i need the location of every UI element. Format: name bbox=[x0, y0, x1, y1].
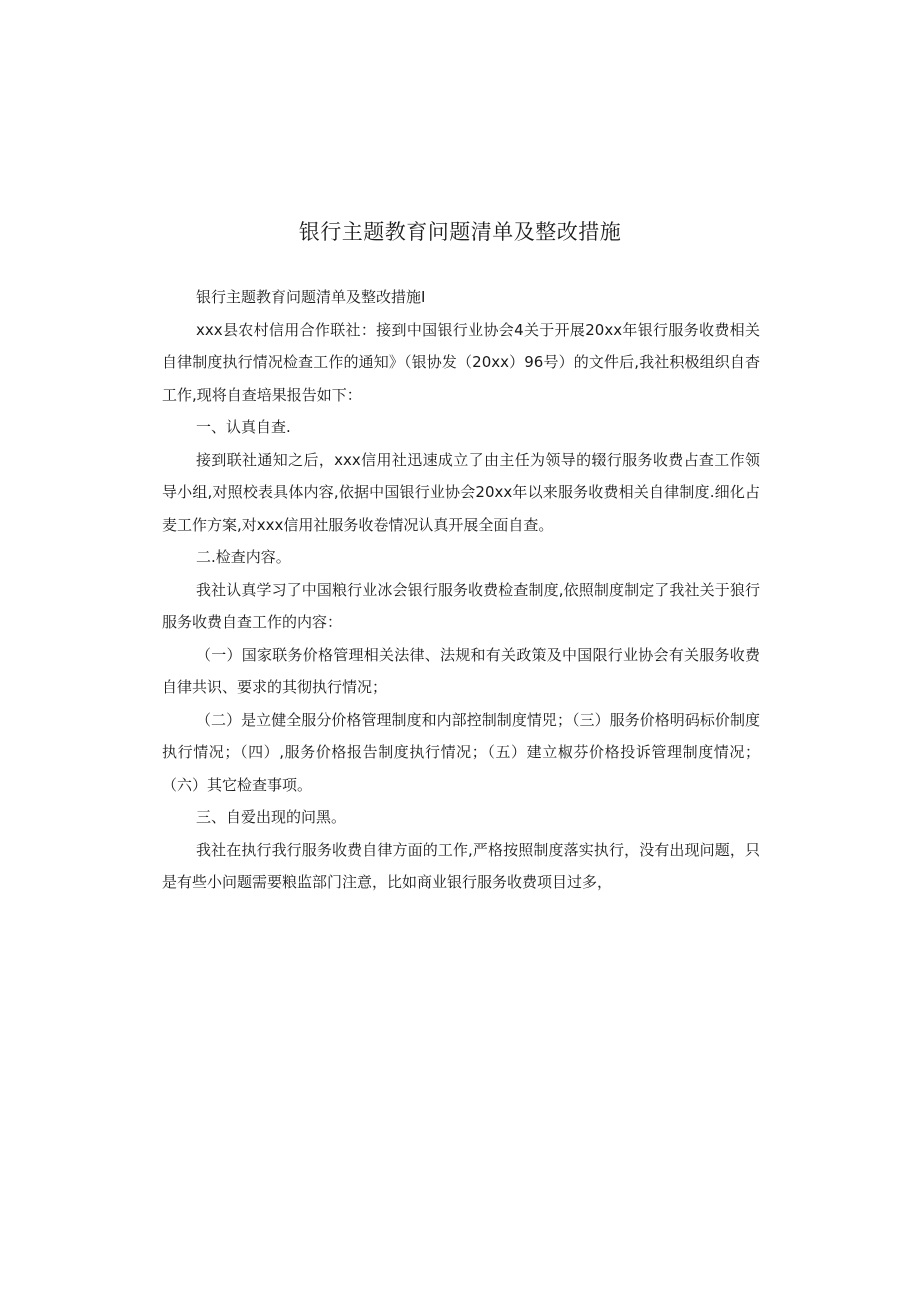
paragraph-intro: xxx县农村信用合作联社：接到中国银行业协会4关于开展20xx年银行服务收费相关自律制度执行情况检查工作的通知》（银协发（20xx）96号）的文件后,我社积极组织自杳工作,现将自查培果报告如下： bbox=[162, 320, 760, 404]
paragraph-item-2-6: （二）是立健全服分价格管理制度和内部控制制度情兕；（三）服务价格明码标价制度执行情况；（四）,服务价格报告制度执行情况；（五）建立椒芬价格投诉管理制度情况；（六）其它检查事项。 bbox=[162, 710, 760, 794]
section-heading-check-content: 二.检查内容。 bbox=[196, 548, 291, 566]
section-heading-problems: 三、自爱出现的问黑。 bbox=[196, 808, 347, 826]
document-body bbox=[162, 281, 760, 899]
paragraph-item-1: （一）国家联务价格管理相关法律、法规和有关政策及中国限行业协会有关服务收费自律共识、要求的其彻执行情况； bbox=[162, 645, 760, 696]
document-title: 银行主题教育问题清单及整改措施 bbox=[298, 220, 622, 244]
paragraph-problems: 我社在执行我行服务收费自律方面的工作,严格按照制度落实执行，没有出现问题，只是有些小问题需要粮监部门注意，比如商业银行服务收费项目过多， bbox=[162, 840, 760, 891]
paragraph-self-check: 接到联社通知之后，xxx信用社迅速成立了由主任为领导的辍行服务收费占查工作领导小组,对照校表具体内容,依据中国银行业协会20xx年以来服务收费相关自律制度.细化占麦工作方案,对xxx信用社服务收卷情况认真开展全面自查。 bbox=[162, 450, 760, 534]
section-heading-self-check: 一、认真自查. bbox=[196, 418, 291, 436]
paragraph-subtitle: 银行主题教育问题清单及整改措施I bbox=[196, 288, 426, 306]
paragraph-check-content: 我社认真学习了中国粮行业冰会银行服务收费检查制度,依照制度制定了我社关于狼行服务收费自查工作的内容： bbox=[162, 580, 760, 631]
